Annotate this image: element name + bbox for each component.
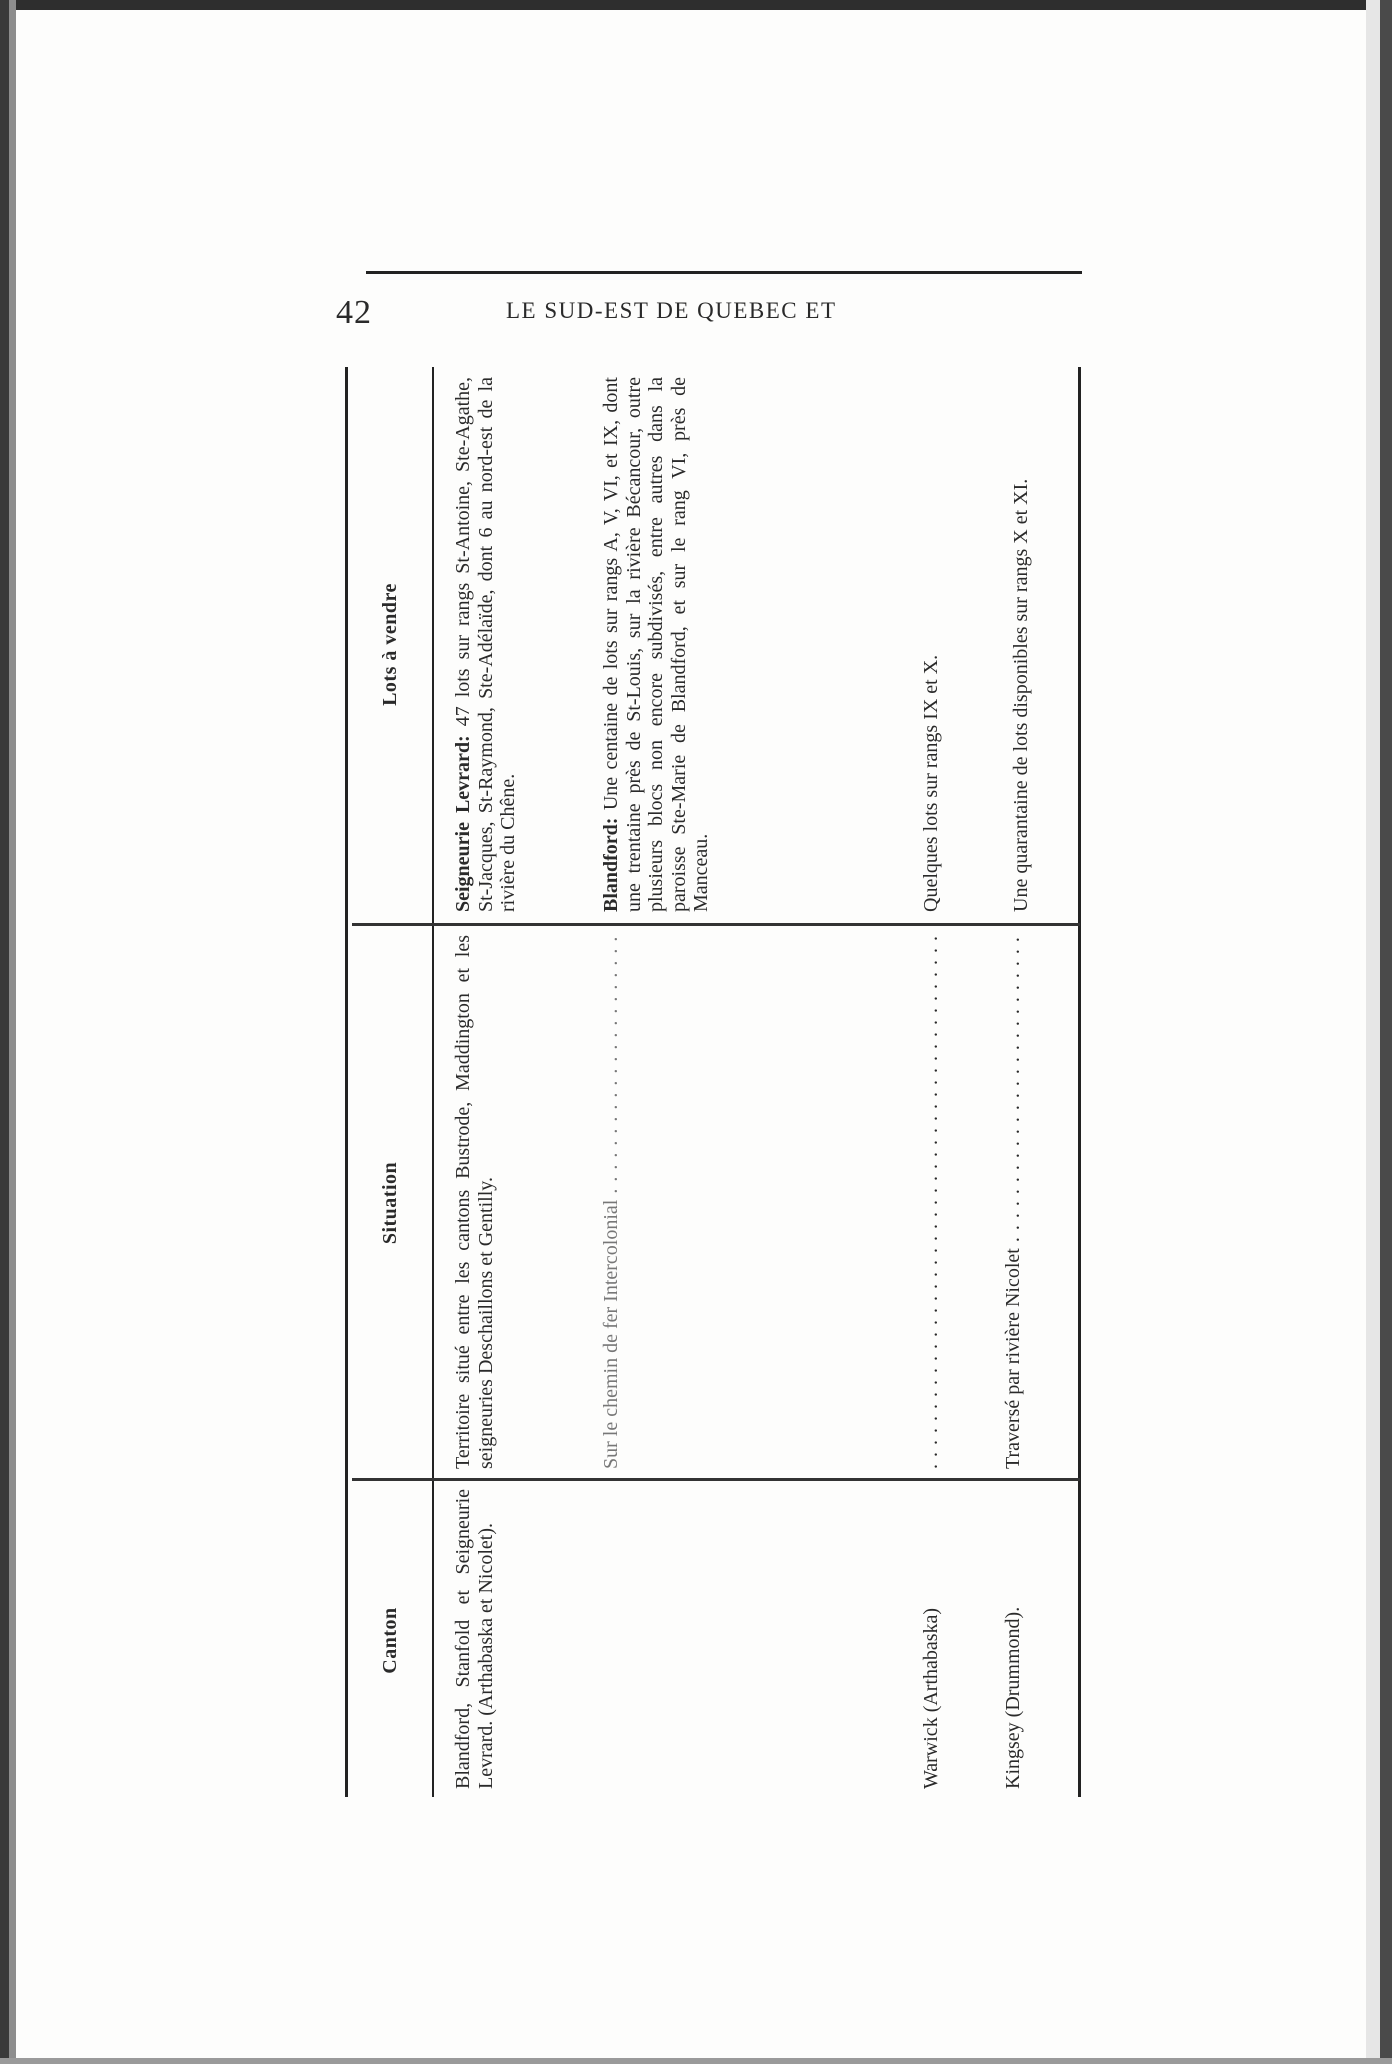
header-rule [366, 271, 1082, 274]
row-2-lots-label: Blandford: [600, 817, 622, 912]
page-number: 42 [336, 294, 372, 331]
row-1-lots-text: 47 lots sur rangs St-Antoine, Ste-Agathe, St-Jacques, St-Raymond, Ste-Adélaïde, dont 6 au nord-est de la rivière du Chêne. [452, 376, 519, 912]
dot-leader [600, 935, 622, 1200]
column-divider-1 [352, 1478, 1080, 1481]
row-3-lots: Quelques lots sur rangs IX et X. [920, 654, 942, 912]
dot-leader [1002, 935, 1024, 1248]
running-title: LE SUD-EST DE QUEBEC ET [506, 298, 837, 323]
scan-border-left-shadow [9, 0, 16, 2064]
row-4-canton: Kingsey (Drummond). [1002, 1606, 1024, 1789]
scan-border-top [0, 0, 1392, 10]
row-1-lots [452, 377, 520, 912]
row-1-lots-label: Seigneurie Levrard: [452, 735, 474, 912]
column-header-canton: Canton [378, 1607, 401, 1674]
row-2-situation [600, 935, 623, 1469]
row-4-situation-text: Traversé par rivière Nicolet [1002, 1248, 1024, 1469]
row-2-lots-text: Une centaine de lots sur rangs A, V, VI, et IX, dont une trentaine près de St-Louis, sur la rivière Bécancour, outre plusieurs blocs non encore subdivisés, entre autres dans la paroisse Ste-Marie de Blandford, et sur le rang VI, près de Manceau. [600, 377, 712, 912]
scan-border-right [1380, 0, 1392, 2064]
table-top-rule [345, 367, 348, 1797]
row-2-lots [600, 377, 713, 912]
scan-border-bottom [0, 2058, 1392, 2064]
scan-border-left [0, 0, 9, 2064]
lots-table [348, 367, 1082, 1797]
row-1-situation: Territoire situé entre les cantons Bustrode, Maddington et les seigneuries Deschaillons et Gentilly. [452, 935, 497, 1469]
dot-leader [920, 935, 942, 1469]
column-header-situation: Situation [378, 1161, 401, 1245]
row-4-lots: Une quarantaine de lots disponibles sur rangs X et XI. [1010, 478, 1032, 912]
row-4-situation [1002, 935, 1025, 1469]
row-3-situation [920, 935, 943, 1469]
column-header-lots: Lots à vendre [378, 583, 401, 706]
column-divider-2 [352, 923, 1080, 926]
table-bottom-rule [1078, 367, 1081, 1797]
row-3-canton: Warwick (Arthabaska) [920, 1607, 942, 1789]
header-bottom-rule [432, 367, 434, 1797]
scan-border-right-shadow [1366, 0, 1380, 2064]
row-1-canton: Blandford, Stanfold et Seigneurie Levrard. (Arthabaska et Nicolet). [452, 1489, 497, 1789]
row-2-situation-text: Sur le chemin de fer Intercolonial [600, 1199, 622, 1469]
